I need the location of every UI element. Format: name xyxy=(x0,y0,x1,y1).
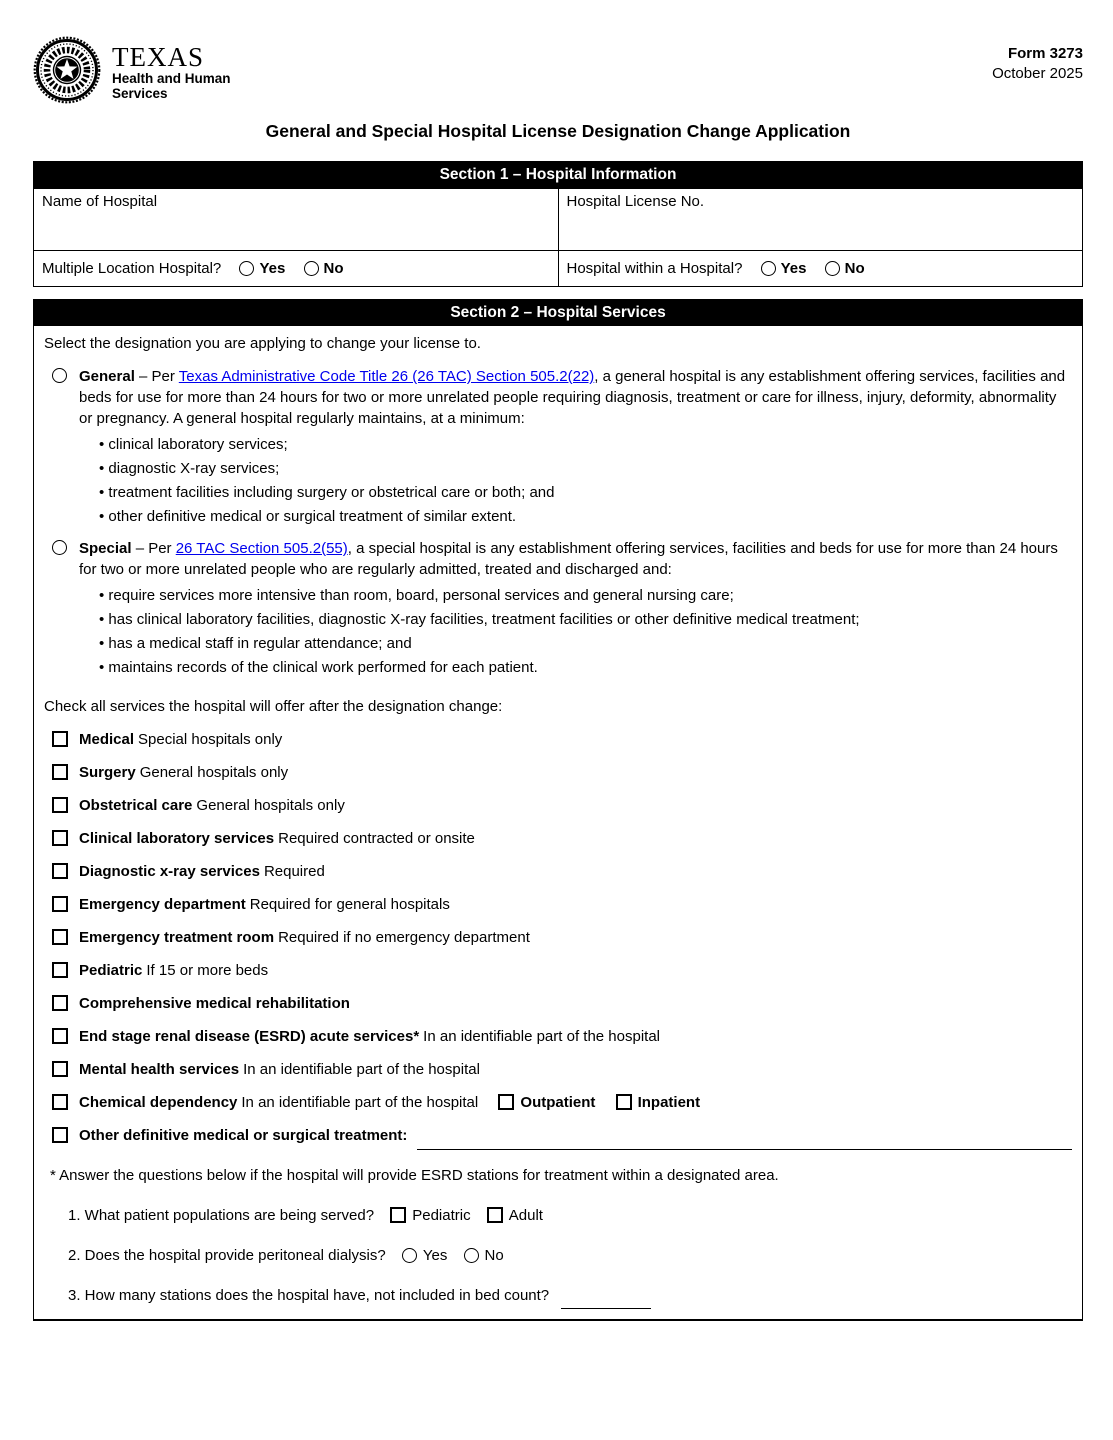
q2-no-radio[interactable] xyxy=(464,1248,479,1263)
service-row-emergency-treatment xyxy=(44,928,1072,947)
general-label: General xyxy=(79,368,135,385)
q2-no-option xyxy=(464,1247,504,1264)
obstetrical-care-label: Obstetrical care xyxy=(79,797,193,814)
multiple-location-question: Multiple Location Hospital? xyxy=(42,260,222,277)
q2-yes-radio[interactable] xyxy=(402,1248,417,1263)
medical-label: Medical xyxy=(79,731,135,748)
special-designation-radio[interactable] xyxy=(52,540,67,555)
service-row-clinical-lab xyxy=(44,829,1072,848)
special-bullet-3: • has a medical staff in regular attendance; and xyxy=(44,635,1072,652)
special-label: Special xyxy=(79,540,132,557)
clinical-lab-desc: Required contracted or onsite xyxy=(278,830,475,847)
service-row-esrd xyxy=(44,1027,1072,1046)
general-bullet-3: • treatment facilities including surgery or obstetrical care or both; and xyxy=(44,484,1072,501)
pediatric-desc: If 15 or more beds xyxy=(146,962,269,979)
outpatient-label: Outpatient xyxy=(520,1094,596,1111)
esrd-footnote: * Answer the questions below if the hospital will provide ESRD stations for treatment within a designated area. xyxy=(50,1167,779,1184)
mental-health-desc: In an identifiable part of the hospital xyxy=(243,1061,480,1078)
hospital-within-yes-radio[interactable] xyxy=(761,261,776,276)
multiple-location-yes-radio[interactable] xyxy=(239,261,254,276)
section1-header: Section 1 – Hospital Information xyxy=(33,161,1083,188)
logo-wordmark xyxy=(112,43,231,101)
section2-body xyxy=(33,326,1083,1321)
service-row-medical xyxy=(44,730,1072,749)
hospital-within-no-label: No xyxy=(844,260,865,277)
chemical-dependency-label: Chemical dependency xyxy=(79,1094,238,1111)
q2-yes-option xyxy=(402,1247,447,1264)
q1-pediatric-option xyxy=(390,1207,470,1224)
special-text: , a special hospital is any establishment offering services, facilities and beds for use for more than 24 hours for two or more unrelated people who are regularly admitted, treated and discharged and: xyxy=(79,540,1058,578)
other-treatment-label: Other definitive medical or surgical treatment: xyxy=(79,1127,408,1144)
special-bullet-2: • has clinical laboratory facilities, diagnostic X-ray facilities, treatment facilities or other definitive medical treatment; xyxy=(44,611,1072,628)
surgery-label: Surgery xyxy=(79,764,136,781)
hospital-within-no-radio[interactable] xyxy=(825,261,840,276)
general-text: , a general hospital is any establishment offering services, facilities and beds for use for more than 24 hours for two or more unrelated people requiring diagnosis, treatment or care for illness, injury, deformity, abnormality or pregnancy. A general hospital regularly maintains, at a minimum: xyxy=(79,368,1066,427)
form-date: October 2025 xyxy=(992,65,1083,82)
diagnostic-xray-label: Diagnostic x-ray services xyxy=(79,863,260,880)
question-2 xyxy=(44,1246,1072,1265)
q1-pediatric-label: Pediatric xyxy=(412,1207,471,1224)
esrd-desc: In an identifiable part of the hospital xyxy=(423,1028,661,1045)
special-sep: – Per xyxy=(131,540,176,557)
clinical-lab-checkbox[interactable] xyxy=(52,830,68,846)
form-number: Form 3273 xyxy=(1007,45,1083,62)
emergency-treatment-desc: Required if no emergency department xyxy=(278,929,530,946)
medical-checkbox[interactable] xyxy=(52,731,68,747)
outpatient-option xyxy=(498,1094,595,1111)
hospital-name-cell xyxy=(34,189,559,251)
surgery-checkbox[interactable] xyxy=(52,764,68,780)
service-row-emergency-dept xyxy=(44,895,1072,914)
outpatient-checkbox[interactable] xyxy=(498,1094,514,1110)
page-title: General and Special Hospital License Designation Change Application xyxy=(265,121,851,141)
page-header xyxy=(33,0,1083,108)
surgery-desc: General hospitals only xyxy=(139,764,289,781)
esrd-label: End stage renal disease (ESRD) acute services xyxy=(79,1028,414,1045)
medical-desc: Special hospitals only xyxy=(138,731,283,748)
question-2-text: 2. Does the hospital provide peritoneal dialysis? xyxy=(68,1247,386,1264)
chemical-dependency-checkbox[interactable] xyxy=(52,1094,68,1110)
emergency-treatment-label: Emergency treatment room xyxy=(79,929,275,946)
section1-table xyxy=(33,188,1083,287)
general-designation-option xyxy=(44,366,1072,429)
form-meta xyxy=(992,36,1083,84)
texas-hhs-logo xyxy=(33,36,231,108)
emergency-dept-label: Emergency department xyxy=(79,896,246,913)
service-row-diagnostic-xray xyxy=(44,862,1072,881)
mental-health-checkbox[interactable] xyxy=(52,1061,68,1077)
license-no-label: Hospital License No. xyxy=(566,193,705,210)
question-3-text: 3. How many stations does the hospital have, not included in bed count? xyxy=(68,1287,550,1304)
designation-intro: Select the designation you are applying to change your license to. xyxy=(44,335,481,352)
general-bullet-1: • clinical laboratory services; xyxy=(44,436,1072,453)
special-designation-option xyxy=(44,538,1072,580)
multiple-location-no-radio[interactable] xyxy=(304,261,319,276)
hospital-within-question: Hospital within a Hospital? xyxy=(566,260,743,277)
special-bullet-1: • require services more intensive than room, board, personal services and general nursing care; xyxy=(44,587,1072,604)
texas-state-seal-icon xyxy=(33,36,101,108)
q2-no-label: No xyxy=(484,1247,504,1264)
question-1-text: 1. What patient populations are being served? xyxy=(68,1207,375,1224)
emergency-dept-desc: Required for general hospitals xyxy=(249,896,450,913)
general-bullet-4: • other definitive medical or surgical treatment of similar extent. xyxy=(44,508,1072,525)
service-row-surgery xyxy=(44,763,1072,782)
logo-subtext-line2: Services xyxy=(112,86,168,101)
q3-stations-input-line[interactable] xyxy=(561,1307,651,1309)
inpatient-option xyxy=(616,1094,701,1111)
general-sep: – Per xyxy=(134,368,179,385)
pediatric-checkbox[interactable] xyxy=(52,962,68,978)
emergency-treatment-checkbox[interactable] xyxy=(52,929,68,945)
diagnostic-xray-checkbox[interactable] xyxy=(52,863,68,879)
hospital-name-label: Name of Hospital xyxy=(42,193,158,210)
service-row-pediatric xyxy=(44,961,1072,980)
question-3 xyxy=(44,1286,1072,1305)
logo-subtext-line1: Health and Human xyxy=(112,71,231,86)
inpatient-checkbox[interactable] xyxy=(616,1094,632,1110)
question-1 xyxy=(44,1206,1072,1225)
hospital-within-yes-label: Yes xyxy=(780,260,807,277)
service-row-mental-health xyxy=(44,1060,1072,1079)
services-check-intro: Check all services the hospital will offer after the designation change: xyxy=(44,698,503,715)
section2-header: Section 2 – Hospital Services xyxy=(33,299,1083,326)
special-tac-link[interactable]: 26 TAC Section 505.2(55) xyxy=(175,540,348,557)
q1-pediatric-checkbox[interactable] xyxy=(390,1207,406,1223)
mental-health-label: Mental health services xyxy=(79,1061,240,1078)
clinical-lab-label: Clinical laboratory services xyxy=(79,830,275,847)
multiple-location-cell xyxy=(34,251,559,287)
other-treatment-input-line[interactable] xyxy=(417,1126,1072,1150)
esrd-asterisk: * xyxy=(413,1028,420,1045)
service-row-obstetrical xyxy=(44,796,1072,815)
esrd-checkbox[interactable] xyxy=(52,1028,68,1044)
other-treatment-checkbox[interactable] xyxy=(52,1127,68,1143)
multiple-location-no-label: No xyxy=(323,260,344,277)
emergency-dept-checkbox[interactable] xyxy=(52,896,68,912)
general-tac-link[interactable]: Texas Administrative Code Title 26 (26 TAC) Section 505.2(22) xyxy=(178,368,595,385)
q1-adult-option xyxy=(487,1207,543,1224)
chemical-dependency-desc: In an identifiable part of the hospital xyxy=(241,1094,479,1111)
q2-yes-label: Yes xyxy=(422,1247,448,1264)
general-designation-radio[interactable] xyxy=(52,368,67,383)
q1-adult-label: Adult xyxy=(508,1207,543,1224)
general-bullet-2: • diagnostic X-ray services; xyxy=(44,460,1072,477)
rehabilitation-checkbox[interactable] xyxy=(52,995,68,1011)
inpatient-label: Inpatient xyxy=(637,1094,701,1111)
license-no-cell xyxy=(558,189,1083,251)
logo-texas-text: TEXAS xyxy=(112,42,204,72)
rehabilitation-label: Comprehensive medical rehabilitation xyxy=(79,995,350,1012)
service-row-other-treatment xyxy=(44,1126,1072,1150)
q1-adult-checkbox[interactable] xyxy=(487,1207,503,1223)
obstetrical-care-desc: General hospitals only xyxy=(196,797,345,814)
hospital-name-input[interactable] xyxy=(42,210,550,238)
license-no-input[interactable] xyxy=(567,210,1075,238)
pediatric-label: Pediatric xyxy=(79,962,143,979)
obstetrical-care-checkbox[interactable] xyxy=(52,797,68,813)
diagnostic-xray-desc: Required xyxy=(263,863,325,880)
hospital-within-cell xyxy=(558,251,1083,287)
service-row-chemical-dependency xyxy=(44,1093,1072,1112)
special-bullet-4: • maintains records of the clinical work performed for each patient. xyxy=(44,659,1072,676)
service-row-rehabilitation xyxy=(44,994,1072,1013)
multiple-location-yes-label: Yes xyxy=(259,260,286,277)
